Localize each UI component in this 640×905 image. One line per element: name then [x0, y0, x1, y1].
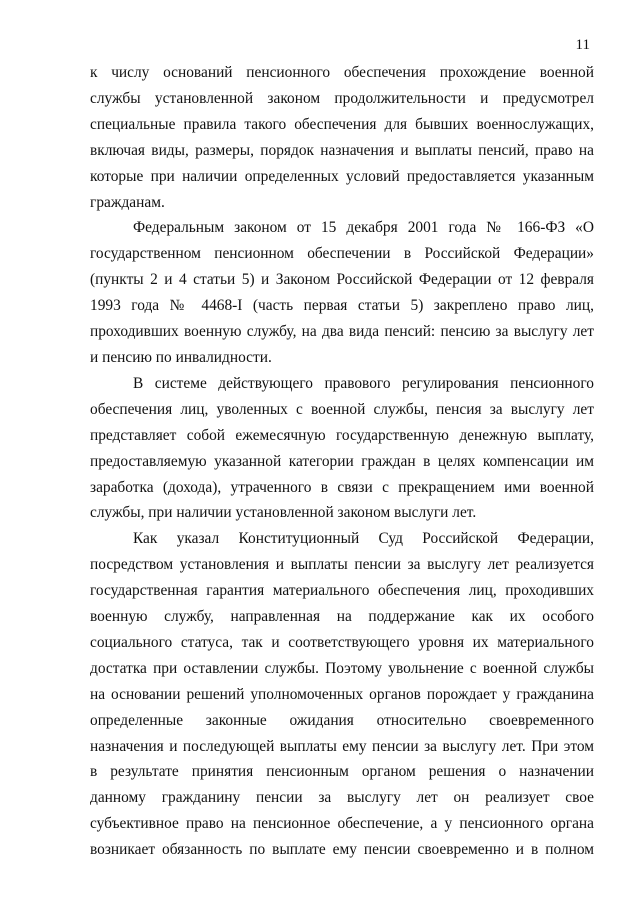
page-number: 11: [575, 37, 590, 53]
document-body: [90, 60, 594, 863]
text-line: социального статуса, так и соответствующего уровня их материального: [90, 633, 594, 651]
text-line: службы установленной законом продолжительности и предусмотрел: [90, 89, 594, 107]
text-line: специальные правила такого обеспечения для бывших военнослужащих,: [90, 115, 594, 133]
text-line: и пенсию по инвалидности.: [90, 348, 272, 366]
text-line: к числу оснований пенсионного обеспечения прохождение военной: [90, 64, 594, 81]
text-line: государственная гарантия материального обеспечения лиц, проходивших: [90, 582, 594, 600]
text-line: данному гражданину пенсии за выслугу лет он реализует свое: [90, 789, 594, 807]
text-line: определенные законные ожидания относительно своевременного: [90, 711, 594, 729]
text-line: государственном пенсионном обеспечении в Российской Федерации»: [90, 245, 594, 263]
paragraph-4: [90, 526, 594, 863]
text-line: которые при наличии определенных условий предоставляется указанным: [90, 167, 594, 185]
text-line: В системе действующего правового регулирования пенсионного: [133, 374, 594, 392]
text-line: Федеральным законом от 15 декабря 2001 года № 166-ФЗ «О: [133, 219, 594, 237]
text-line: обеспечения лиц, уволенных с военной службы, пенсия за выслугу лет: [90, 400, 594, 418]
text-line: назначения и последующей выплаты ему пенсии за выслугу лет. При этом: [90, 737, 594, 755]
text-line: представляет собой ежемесячную государственную денежную выплату,: [90, 426, 594, 444]
text-line: в результате принятия пенсионным органом решения о назначении: [90, 763, 594, 781]
paragraph-2: [90, 215, 594, 370]
text-line: на основании решений уполномоченных органов порождает у гражданина: [90, 685, 594, 703]
paragraph-3: [90, 371, 594, 526]
text-line: (пункты 2 и 4 статьи 5) и Законом Российской Федерации от 12 февраля: [90, 271, 594, 289]
text-line: заработка (дохода), утраченного в связи с прекращением ими военной: [90, 478, 594, 496]
text-line: военную службу, направленная на поддержание как их особого: [90, 608, 594, 626]
text-line: посредством установления и выплаты пенсии за выслугу лет реализуется: [90, 556, 594, 574]
text-line: включая виды, размеры, порядок назначения и выплаты пенсий, право на: [90, 141, 594, 159]
text-line: гражданам.: [90, 193, 165, 211]
text-line: службы, при наличии установленной законом выслуги лет.: [90, 504, 477, 522]
text-line: проходивших военную службу, на два вида пенсий: пенсию за выслугу лет: [90, 323, 594, 341]
text-line: возникает обязанность по выплате ему пенсии своевременно и в полном: [90, 841, 594, 859]
paragraph-1: [90, 60, 594, 215]
text-line: субъективное право на пенсионное обеспечение, а у пенсионного органа: [90, 815, 594, 833]
text-line: предоставляемую указанной категории граждан в целях компенсации им: [90, 452, 594, 470]
text-line: достатка при оставлении службы. Поэтому увольнение с военной службы: [90, 659, 594, 677]
text-line: Как указал Конституционный Суд Российской Федерации,: [133, 530, 594, 548]
text-line: 1993 года № 4468-I (часть первая статьи 5) закреплено право лиц,: [90, 297, 594, 315]
